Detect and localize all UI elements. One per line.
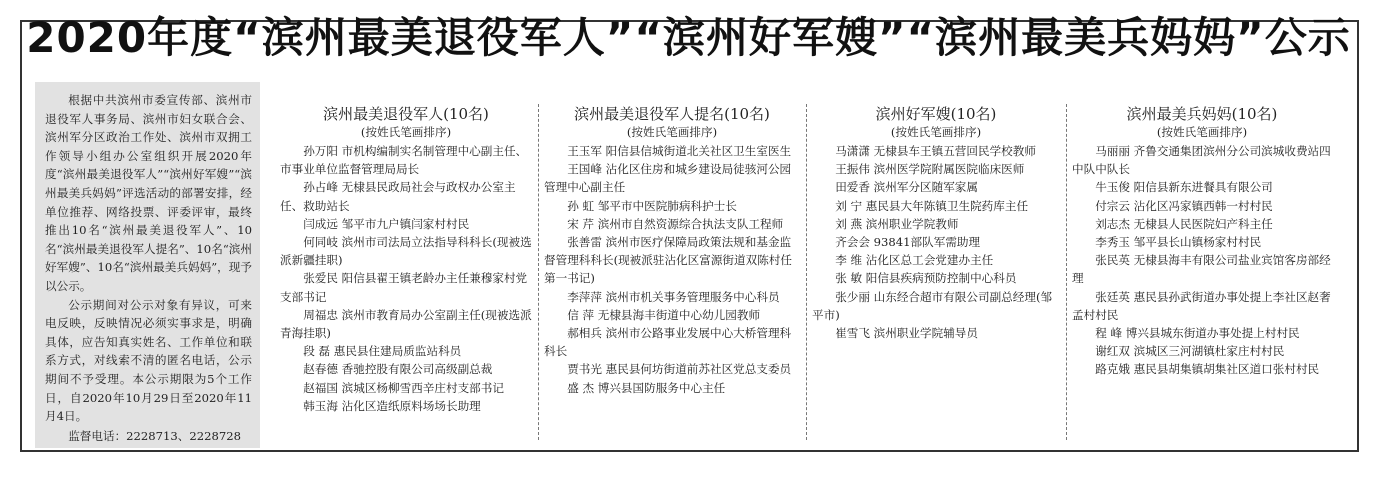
column-heading: 滨州好军嫂(10名) [875, 105, 997, 123]
list-item: 段 磊 惠民县住建局质监站科员 [303, 344, 462, 359]
list-item: 李 维 沾化区总工会党建办主任 [835, 253, 994, 268]
list-item: 何同岐 滨州市司法局立法指导科科长(现被选派新疆挂职) [280, 235, 532, 268]
list-item: 田爱香 滨州军分区随军家属 [835, 180, 978, 195]
list-item: 信 萍 无棣县海丰街道中心幼儿园教师 [567, 307, 761, 322]
list-item: 孙占峰 无棣县民政局社会与政权办公室主任、救助站长 [280, 180, 516, 213]
list-item: 张民英 无棣县海丰有限公司盐业宾馆客房部经理 [1072, 253, 1331, 286]
list-item: 孙 虹 邹平市中医院肺病科护士长 [567, 198, 737, 213]
supervision-hotline: 监督电话：2228713、2228728 [68, 428, 242, 443]
column-heading: 滨州最美退役军人提名(10名) [574, 105, 770, 123]
column-note: (按姓氏笔画排序) [890, 125, 982, 139]
list-item: 宋 芹 滨州市自然资源综合执法支队工程师 [567, 216, 784, 231]
list-item: 崔雪飞 滨州职业学院辅导员 [835, 326, 978, 341]
list-item: 李秀玉 邹平县长山镇杨家村村民 [1095, 235, 1262, 250]
column-note: (按姓氏笔画排序) [626, 125, 718, 139]
list-item: 孙万阳 市机构编制实名制管理中心副主任、市事业单位监督管理局局长 [280, 144, 528, 177]
list-item: 付宗云 沾化区冯家镇西韩一村村民 [1095, 198, 1273, 213]
column-note: (按姓氏笔画排序) [360, 125, 452, 139]
list-item: 张 敏 阳信县疾病预防控制中心科员 [835, 271, 1017, 286]
list-item: 赵春德 香驰控股有限公司高级副总裁 [303, 362, 493, 377]
list-item: 刘 燕 滨州职业学院教师 [835, 216, 959, 231]
list-item: 郝相兵 滨州市公路事业发展中心大桥管理科科长 [544, 326, 792, 359]
list-item: 王玉军 阳信县信城街道北关社区卫生室医生 [567, 144, 792, 158]
list-item: 韩玉海 沾化区造纸原料场场长助理 [303, 398, 481, 413]
list-item: 贾书光 惠民县何坊街道前苏社区党总支委员 [567, 362, 792, 377]
list-item: 刘 宁 惠民县大年陈镇卫生院药库主任 [835, 198, 1029, 213]
list-item: 闫成远 邹平市九户镇闫家村村民 [303, 216, 470, 231]
list-item: 盛 杰 博兴县国防服务中心主任 [567, 380, 726, 395]
column-divider [538, 104, 539, 440]
list-item: 路克娥 惠民县胡集镇胡集社区道口张村村民 [1095, 362, 1320, 377]
list-item: 赵福国 滨城区杨柳雪西辛庄村支部书记 [303, 380, 504, 395]
list-item: 齐会会 93841部队军需助理 [835, 235, 981, 250]
list-item: 张善雷 滨州市医疗保障局政策法规和基金监督管理科科长(现被派驻沾化区富源街道双陈村任第一书记) [544, 235, 792, 286]
column-military-wives [812, 104, 1060, 444]
list-item: 马丽丽 齐鲁交通集团滨州分公司滨城收费站四中队中队长 [1072, 144, 1331, 177]
list-item: 谢红双 滨城区三河湖镇杜家庄村村民 [1095, 344, 1285, 359]
list-item: 刘志杰 无棣县人民医院妇产科主任 [1095, 216, 1273, 231]
column-note: (按姓氏笔画排序) [1156, 125, 1248, 139]
intro-box [35, 82, 260, 448]
list-item: 李萍萍 滨州市机关事务管理服务中心科员 [567, 289, 780, 304]
list-item: 马潇潇 无棣县车王镇五营回民学校教师 [835, 144, 1036, 158]
page-title: 2020年度“滨州最美退役军人”“滨州好军嫂”“滨州最美兵妈妈”公示 [26, 13, 1351, 62]
list-item: 王振伟 滨州医学院附属医院临床医师 [835, 162, 1025, 177]
intro-paragraph-2: 公示期间对公示对象有异议，可来电反映，反映情况必须实事求是，明确具体，应告知真实姓名、工作单位和联系方式，对线索不清的匿名电话，公示期间不予受理。本公示期限为5个工作日，自2020年10月29日至2020年11月4日。 [45, 297, 252, 424]
list-item: 牛玉俊 阳信县新东进餐具有限公司 [1095, 180, 1273, 195]
list-item: 程 峰 博兴县城东街道办事处提上村村民 [1095, 326, 1300, 341]
column-veteran-nominees [544, 104, 800, 444]
column-divider [806, 104, 807, 440]
list-item: 张爱民 阳信县翟王镇老龄办主任兼穆家村党支部书记 [280, 271, 528, 304]
column-heading: 滨州最美退役军人(10名) [323, 105, 489, 123]
list-item: 周福忠 滨州市教育局办公室副主任(现被选派青海挂职) [280, 307, 532, 341]
intro-paragraph-1: 根据中共滨州市委宣传部、滨州市退役军人事务局、滨州市妇女联合会、滨州军分区政治工作处、滨州市双拥工作领导小组办公室组织开展2020年度“滨州最美退役军人”“滨州好军嫂”“滨州最美兵妈妈”评选活动的部署安排，经单位推荐、网络投票、评委评审，最终推出10名“滨州最美退役军人”、10名“滨州最美退役军人提名”、10名“滨州好军嫂”、10名“滨州最美兵妈妈”，现予以公示。 [45, 93, 252, 293]
list-item: 王国峰 沾化区住房和城乡建设局徒骇河公园管理中心副主任 [544, 162, 792, 195]
column-heading: 滨州最美兵妈妈(10名) [1126, 105, 1278, 123]
column-best-veterans [280, 104, 532, 444]
column-divider [1066, 104, 1067, 440]
list-item: 张廷英 惠民县孙武街道办事处提上李社区赵奢孟村村民 [1072, 289, 1331, 322]
list-item: 张少丽 山东经合超市有限公司副总经理(邹平市) [812, 289, 1053, 322]
column-soldier-mothers [1072, 104, 1332, 444]
